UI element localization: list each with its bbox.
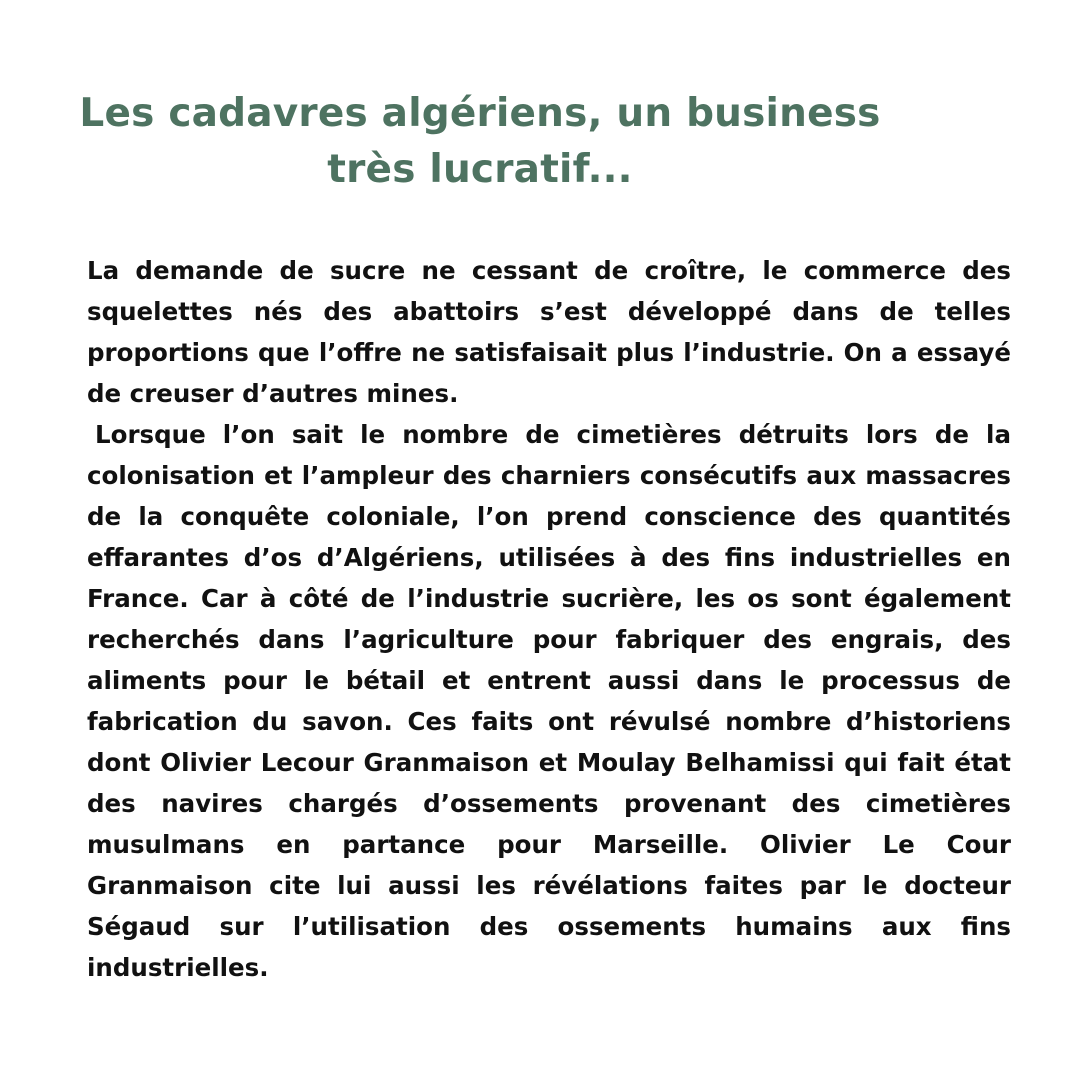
title-line-2: très lucratif... (327, 147, 633, 192)
paragraph-1: La demande de sucre ne cessant de croître, le commerce des squelettes nés des abattoirs s’est développé dans de telles proportions que l’offre ne satisfaisait plus l’industrie. On a essayé de creuser d’autres mines. (87, 256, 1011, 408)
paragraph-2: Lorsque l’on sait le nombre de cimetières détruits lors de la colonisation et l’ampleur des charniers consécutifs aux massacres de la conquête coloniale, l’on prend conscience des quantités effarantes d’os d’Algériens, utilisées à des fins industrielles en France. Car à côté de l’industrie sucrière, les os sont également recherchés dans l’agriculture pour fabriquer des engrais, des aliments pour le bétail et entrent aussi dans le processus de fabrication du savon. Ces faits ont révulsé nombre d’historiens dont Olivier Lecour Granmaison et Moulay Belhamissi qui fait état des navires chargés d’ossements provenant des cimetières musulmans en partance pour Marseille. Olivier Le Cour Granmaison cite lui aussi les révélations faites par le docteur Ségaud sur l’utilisation des ossements humains aux fins industrielles. (87, 420, 1011, 982)
page-title (70, 86, 890, 198)
title-line-1: Les cadavres algériens, un business (79, 91, 881, 136)
article-body (87, 250, 1011, 988)
